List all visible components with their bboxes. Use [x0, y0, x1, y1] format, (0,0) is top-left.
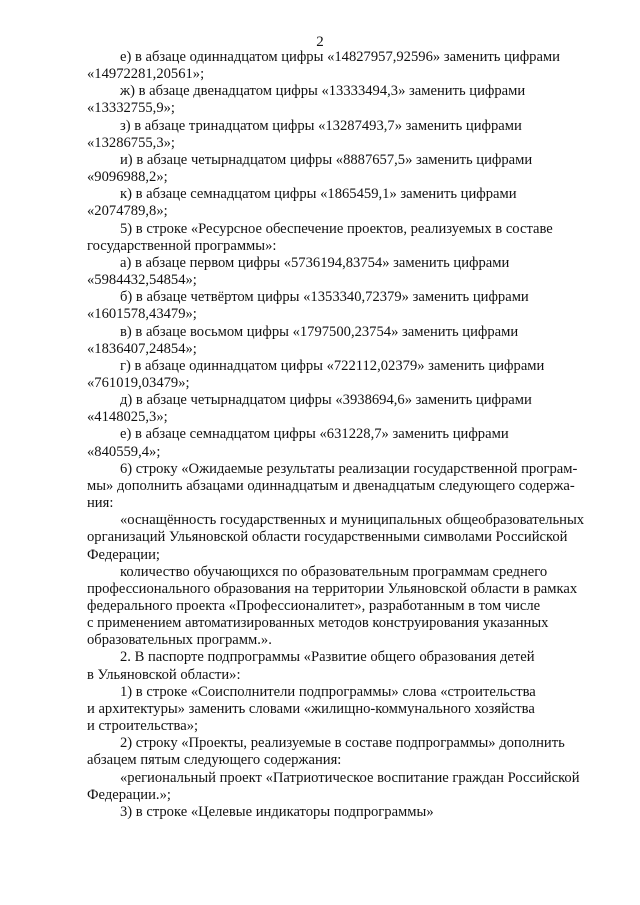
paragraph-2-item-3: 3) в строке «Целевые индикаторы подпрограммы»	[120, 803, 434, 820]
paragraph-v: в) в абзаце восьмом цифры «1797500,23754» заменить цифрами «1836407,24854»;	[87, 323, 519, 357]
paragraph-i: и) в абзаце четырнадцатом цифры «8887657,5» заменить цифрами «9096988,2»;	[87, 151, 533, 186]
paragraph-e-2: е) в абзаце семнадцатом цифры «631228,7» заменить цифрами «840559,4»;	[87, 426, 509, 460]
paragraph-2-item-2: 2) строку «Проекты, реализуемые в составе подпрограммы» дополнить абзацем пятым следующего содержания:	[87, 735, 565, 769]
paragraph-d: д) в абзаце четырнадцатом цифры «3938694,6» заменить цифрами «4148025,3»;	[87, 392, 532, 426]
paragraph-quote-equipment: «оснащённость государственных и муниципальных общеобразовательных организаций Ульяновской области государственными символами Российской Федерации;	[87, 512, 585, 563]
paragraph-a: а) в абзаце первом цифры «5736194,83754» заменить цифрами «5984432,54854»;	[87, 254, 510, 289]
paragraph-zh: ж) в абзаце двенадцатом цифры «13333494,3» заменить цифрами «13332755,9»;	[87, 83, 526, 117]
paragraph-2-item-1: 1) в строке «Соисполнители подпрограммы» слова «строительства и архитектуры» заменить словами «жилищно-коммунального хозяйства и строительства»;	[87, 683, 536, 735]
paragraph-z: з) в абзаце тринадцатом цифры «13287493,7» заменить цифрами «13286755,3»;	[87, 117, 522, 151]
document-body	[87, 49, 607, 821]
paragraph-item-6: 6) строку «Ожидаемые результаты реализации государственной програм- мы» дополнить абзацами одиннадцатым и двенадцатым следующего содержа- ния:	[87, 460, 578, 512]
paragraph-e-1: е) в абзаце одиннадцатом цифры «14827957,92596» заменить цифрами «14972281,20561»;	[87, 49, 560, 83]
paragraph-g: г) в абзаце одиннадцатом цифры «722112,02379» заменить цифрами «761019,03479»;	[87, 357, 545, 391]
paragraph-quote-project: «региональный проект «Патриотическое воспитание граждан Российской Федерации.»;	[87, 769, 580, 803]
paragraph-b: б) в абзаце четвёртом цифры «1353340,72379» заменить цифрами «1601578,43479»;	[87, 289, 529, 323]
paragraph-section-2: 2. В паспорте подпрограммы «Развитие общего образования детей в Ульяновской области»:	[87, 649, 535, 683]
paragraph-quote-students: количество обучающихся по образовательным программам среднего профессионального образования на территории Ульяновской области в рамках федерального проекта «Профессионалитет», разработанным в том числе с применением автоматизированных методов конструирования указанных образовательных программ.».	[87, 563, 578, 649]
paragraph-k: к) в абзаце семнадцатом цифры «1865459,1» заменить цифрами «2074789,8»;	[87, 186, 517, 220]
page-number: 2	[316, 34, 324, 50]
paragraph-item-5: 5) в строке «Ресурсное обеспечение проектов, реализуемых в составе государственной программы»:	[87, 220, 553, 254]
